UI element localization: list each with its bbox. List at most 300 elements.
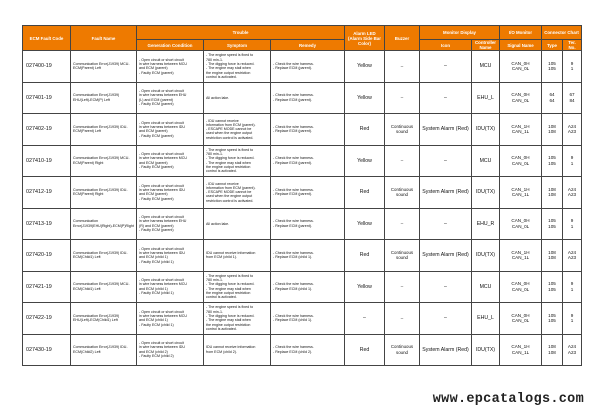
terminal-no-cell-line: 9 bbox=[570, 312, 574, 318]
terminal-no-cell-line: 1 bbox=[570, 66, 574, 72]
signal-name-cell bbox=[500, 145, 542, 177]
col-alarm-led: Alarm LED (Alarm Side Bar Color) bbox=[345, 26, 385, 51]
icon-cell: – bbox=[420, 51, 472, 83]
generation-condition-cell-line: in wire harness between MCU bbox=[139, 156, 187, 161]
remedy-cell bbox=[271, 82, 345, 114]
generation-condition-cell-line: - Open circuit or short circuit bbox=[139, 309, 184, 314]
connector-type-cell-line: 108 bbox=[548, 192, 556, 198]
generation-condition-cell bbox=[137, 208, 204, 240]
remedy-cell-line: - Replace ECM (child 1). bbox=[273, 286, 313, 291]
symptom-cell-line: 780 min-1. bbox=[206, 152, 223, 157]
generation-condition-cell-line: in wire harness between EHU bbox=[139, 93, 187, 98]
connector-type-cell-line: 105 bbox=[548, 155, 556, 161]
symptom-cell-line: used when the engine output bbox=[206, 131, 253, 136]
remedy-cell-line: - Check the wire harness. bbox=[273, 282, 314, 287]
symptom-cell-line: from ECM (child 2). bbox=[206, 349, 237, 354]
symptom-cell-line: - ESCAPE MODE cannot be bbox=[206, 127, 252, 132]
col-remedy: Remedy bbox=[271, 40, 345, 51]
generation-condition-cell-line: and ECM (child 1) bbox=[139, 286, 168, 291]
generation-condition-cell-line: (L) and ECM (parent) bbox=[139, 97, 173, 102]
connector-type-cell-line: 108 bbox=[548, 349, 556, 355]
connector-type-cell bbox=[542, 334, 563, 366]
signal-name-cell-line: CAN_1L bbox=[511, 255, 530, 261]
symptom-cell bbox=[204, 208, 271, 240]
buzzer-cell: – bbox=[385, 82, 420, 114]
table-row bbox=[23, 177, 582, 209]
connector-type-cell bbox=[542, 271, 563, 303]
generation-condition-cell-line: and ECM (child 1) bbox=[139, 318, 168, 323]
symptom-cell-line: the engine output restriction bbox=[206, 165, 251, 170]
connector-type-cell-line: 64 bbox=[549, 97, 555, 103]
icon-cell: – bbox=[420, 271, 472, 303]
signal-name-cell bbox=[500, 303, 542, 335]
remedy-cell-line: - Check the wire harness. bbox=[273, 250, 314, 255]
connector-type-cell bbox=[542, 51, 563, 83]
signal-name-cell bbox=[500, 240, 542, 272]
signal-name-cell-line: CAN_0L bbox=[511, 318, 530, 324]
generation-condition-cell-line: in wire harness between MCU bbox=[139, 313, 187, 318]
fault-code-cell: 027422-19 bbox=[23, 303, 71, 335]
signal-name-cell-line: CAN_0H bbox=[511, 281, 530, 287]
signal-name-cell-line: CAN_1H bbox=[511, 344, 530, 350]
generation-condition-cell-line: - Faulty ECM (child 1) bbox=[139, 291, 174, 296]
col-icon: Icon bbox=[420, 40, 472, 51]
remedy-cell-line: - Check the wire harness. bbox=[273, 124, 314, 129]
buzzer-cell: – bbox=[385, 51, 420, 83]
symptom-cell-line: the engine output restriction bbox=[206, 70, 251, 75]
fault-code-cell: 027410-19 bbox=[23, 145, 71, 177]
generation-condition-cell-line: and ECM (parent) bbox=[139, 192, 168, 197]
symptom-cell bbox=[204, 145, 271, 177]
symptom-cell-line: - IDU cannot receive bbox=[206, 181, 239, 186]
signal-name-cell bbox=[500, 51, 542, 83]
buzzer-cell: Continuous sound bbox=[385, 177, 420, 209]
terminal-no-cell-line: 84 bbox=[569, 97, 575, 103]
generation-condition-cell bbox=[137, 240, 204, 272]
remedy-cell-line: - Replace ECM (parent). bbox=[273, 97, 312, 102]
symptom-cell-line: from ECM (child 1). bbox=[206, 255, 237, 260]
signal-name-cell-line: CAN_0L bbox=[511, 160, 530, 166]
fault-code-cell: 027400-19 bbox=[23, 51, 71, 83]
remedy-cell bbox=[271, 240, 345, 272]
generation-condition-cell-line: - Open circuit or short circuit bbox=[139, 120, 184, 125]
icon-cell: – bbox=[420, 303, 472, 335]
symptom-cell-line: the engine output restriction bbox=[206, 322, 251, 327]
table-row bbox=[23, 303, 582, 335]
signal-name-cell-line: CAN_1H bbox=[511, 186, 530, 192]
remedy-cell-line: - Check the wire harness. bbox=[273, 345, 314, 350]
remedy-cell-line: - Replace ECM (parent). bbox=[273, 192, 312, 197]
connector-type-cell-line: 108 bbox=[548, 186, 556, 192]
terminal-no-cell bbox=[563, 51, 582, 83]
connector-type-cell-line: 64 bbox=[549, 92, 555, 98]
alarm-led-cell: Yellow bbox=[345, 82, 385, 114]
col-signal-name: Signal Name bbox=[500, 40, 542, 51]
remedy-cell bbox=[271, 177, 345, 209]
buzzer-cell: Continuous sound bbox=[385, 114, 420, 146]
symptom-cell-line: information from ECM (parent). bbox=[206, 185, 256, 190]
fault-name-cell: Communication Error(J1939) MCU-ECM(Parent) Right bbox=[71, 145, 137, 177]
terminal-no-cell-line: A24 bbox=[567, 249, 577, 255]
fault-name-cell: Communication Error(J1939) EHU(Left)-ECM(P) Left bbox=[71, 82, 137, 114]
connector-type-cell-line: 105 bbox=[548, 223, 556, 229]
remedy-cell bbox=[271, 303, 345, 335]
connector-type-cell bbox=[542, 114, 563, 146]
controller-name-cell: IDU(TX) bbox=[472, 240, 500, 272]
signal-name-cell-line: CAN_0H bbox=[511, 60, 530, 66]
connector-type-cell-line: 105 bbox=[548, 60, 556, 66]
fault-name-cell: Communication Error(J1939) IDU-ECM(Parent) Right bbox=[71, 177, 137, 209]
watermark-text: www.epcatalogs.com bbox=[432, 392, 584, 407]
fault-name-cell: Communication Error(J1939) IDU-ECM(Child2) Left bbox=[71, 334, 137, 366]
col-ecm-fault-code: ECM Fault Code bbox=[23, 26, 71, 51]
generation-condition-cell-line: in wire harness between IDU bbox=[139, 124, 185, 129]
alarm-led-cell: Red bbox=[345, 240, 385, 272]
terminal-no-cell bbox=[563, 271, 582, 303]
symptom-cell-line: control is activated. bbox=[206, 295, 237, 300]
fault-name-cell: Communication Error(J1939) MCU-ECM(Parent) Left bbox=[71, 51, 137, 83]
generation-condition-cell-line: - Open circuit or short circuit bbox=[139, 89, 184, 94]
buzzer-cell: – bbox=[385, 303, 420, 335]
fault-code-cell: 027402-19 bbox=[23, 114, 71, 146]
generation-condition-cell bbox=[137, 82, 204, 114]
symptom-cell bbox=[204, 114, 271, 146]
signal-name-cell-line: CAN_1L bbox=[511, 349, 530, 355]
signal-name-cell-line: CAN_0H bbox=[511, 155, 530, 161]
generation-condition-cell-line: (R) and ECM (parent) bbox=[139, 223, 174, 228]
table-row bbox=[23, 145, 582, 177]
remedy-cell bbox=[271, 334, 345, 366]
generation-condition-cell bbox=[137, 177, 204, 209]
icon-cell: System Alarm (Red) bbox=[420, 114, 472, 146]
terminal-no-cell-line: A23 bbox=[567, 192, 577, 198]
icon-cell: – bbox=[420, 82, 472, 114]
table-row bbox=[23, 240, 582, 272]
symptom-cell-line: restriction control is activated. bbox=[206, 198, 254, 203]
fault-code-cell: 027421-19 bbox=[23, 271, 71, 303]
connector-type-cell-line: 108 bbox=[548, 129, 556, 135]
table-row bbox=[23, 82, 582, 114]
symptom-cell bbox=[204, 334, 271, 366]
alarm-led-cell: Yellow bbox=[345, 271, 385, 303]
table-row bbox=[23, 334, 582, 366]
col-generation-condition: Generation Condition bbox=[137, 40, 204, 51]
col-controller-name: Controller Name bbox=[472, 40, 500, 51]
signal-name-cell-line: CAN_0L bbox=[511, 286, 530, 292]
remedy-cell bbox=[271, 145, 345, 177]
generation-condition-cell-line: - Faulty ECM (parent) bbox=[139, 165, 174, 170]
generation-condition-cell-line: - Faulty ECM (parent) bbox=[139, 133, 174, 138]
col-symptom: Symptom bbox=[204, 40, 271, 51]
generation-condition-cell-line: - Open circuit or short circuit bbox=[139, 215, 184, 220]
terminal-no-cell bbox=[563, 145, 582, 177]
signal-name-cell-line: CAN_1L bbox=[511, 129, 530, 135]
symptom-cell-line: - The engine speed is fixed to bbox=[206, 273, 254, 278]
generation-condition-cell-line: in wire harness between IDU bbox=[139, 250, 185, 255]
generation-condition-cell-line: - Faulty ECM (child 1) bbox=[139, 322, 174, 327]
fault-name-cell: Communication Error(J1939) MCU-ECM(Child1) Left bbox=[71, 271, 137, 303]
terminal-no-cell bbox=[563, 334, 582, 366]
table-row bbox=[23, 114, 582, 146]
signal-name-cell-line: CAN_0H bbox=[511, 92, 530, 98]
table-row bbox=[23, 51, 582, 83]
fault-code-cell: 027401-19 bbox=[23, 82, 71, 114]
connector-type-cell-line: 108 bbox=[548, 249, 556, 255]
connector-type-cell bbox=[542, 240, 563, 272]
terminal-no-cell-line: 9 bbox=[570, 60, 574, 66]
symptom-cell-line: - IDU cannot receive bbox=[206, 118, 239, 123]
symptom-cell-line: 780 min-1. bbox=[206, 57, 223, 62]
terminal-no-cell bbox=[563, 208, 582, 240]
terminal-no-cell-line: A23 bbox=[567, 349, 577, 355]
symptom-cell-line: 780 min-1. bbox=[206, 309, 223, 314]
generation-condition-cell-line: and ECM (parent) bbox=[139, 160, 168, 165]
icon-cell: – bbox=[420, 208, 472, 240]
controller-name-cell: IDU(TX) bbox=[472, 177, 500, 209]
connector-type-cell-line: 105 bbox=[548, 318, 556, 324]
terminal-no-cell bbox=[563, 82, 582, 114]
remedy-cell-line: - Check the wire harness. bbox=[273, 219, 314, 224]
symptom-cell bbox=[204, 271, 271, 303]
table-row bbox=[23, 208, 582, 240]
terminal-no-cell bbox=[563, 114, 582, 146]
fault-code-sheet bbox=[22, 25, 581, 366]
connector-type-cell-line: 105 bbox=[548, 312, 556, 318]
symptom-cell-line: - The engine speed is fixed to bbox=[206, 53, 254, 58]
terminal-no-cell-line: 9 bbox=[570, 218, 574, 224]
remedy-cell-line: - Check the wire harness. bbox=[273, 313, 314, 318]
terminal-no-cell-line: 1 bbox=[570, 318, 574, 324]
remedy-cell-line: - Replace ECM (child 2). bbox=[273, 349, 313, 354]
signal-name-cell-line: CAN_0L bbox=[511, 66, 530, 72]
signal-name-cell-line: CAN_0L bbox=[511, 223, 530, 229]
symptom-cell-line: used when the engine output bbox=[206, 194, 253, 199]
remedy-cell-line: - Replace ECM (child 1). bbox=[273, 318, 313, 323]
generation-condition-cell-line: - Faulty ECM (parent) bbox=[139, 102, 174, 107]
table-row bbox=[23, 271, 582, 303]
remedy-cell-line: - Check the wire harness. bbox=[273, 93, 314, 98]
connector-type-cell bbox=[542, 82, 563, 114]
generation-condition-cell-line: - Faulty ECM (parent) bbox=[139, 196, 174, 201]
alarm-led-cell: Yellow bbox=[345, 51, 385, 83]
generation-condition-cell-line: - Open circuit or short circuit bbox=[139, 57, 184, 62]
generation-condition-cell-line: - Faulty ECM (parent) bbox=[139, 228, 174, 233]
signal-name-cell-line: CAN_0H bbox=[511, 218, 530, 224]
generation-condition-cell bbox=[137, 51, 204, 83]
terminal-no-cell-line: A24 bbox=[567, 344, 577, 350]
connector-type-cell-line: 108 bbox=[548, 255, 556, 261]
table-header bbox=[23, 26, 582, 51]
connector-type-cell bbox=[542, 208, 563, 240]
terminal-no-cell-line: A24 bbox=[567, 123, 577, 129]
generation-condition-cell-line: and ECM (parent) bbox=[139, 129, 168, 134]
symptom-cell-line: - The digging force is reduced. bbox=[206, 61, 255, 66]
connector-type-cell-line: 105 bbox=[548, 218, 556, 224]
buzzer-cell: – bbox=[385, 271, 420, 303]
connector-type-cell bbox=[542, 177, 563, 209]
symptom-cell-line: control is activated. bbox=[206, 326, 237, 331]
symptom-cell-line: - The digging force is reduced. bbox=[206, 313, 255, 318]
buzzer-cell: Continuous sound bbox=[385, 240, 420, 272]
controller-name-cell: EHU_R bbox=[472, 208, 500, 240]
connector-type-cell-line: 108 bbox=[548, 344, 556, 350]
buzzer-cell: Continuous sound bbox=[385, 334, 420, 366]
terminal-no-cell-line: 1 bbox=[570, 223, 574, 229]
terminal-no-cell-line: 9 bbox=[570, 281, 574, 287]
controller-name-cell: EHU_L bbox=[472, 82, 500, 114]
generation-condition-cell-line: - Open circuit or short circuit bbox=[139, 183, 184, 188]
signal-name-cell bbox=[500, 271, 542, 303]
generation-condition-cell-line: - Faulty ECM (child 1) bbox=[139, 259, 174, 264]
signal-name-cell bbox=[500, 177, 542, 209]
generation-condition-cell bbox=[137, 145, 204, 177]
terminal-no-cell-line: A23 bbox=[567, 255, 577, 261]
generation-condition-cell-line: in wire harness between MCU bbox=[139, 282, 187, 287]
generation-condition-cell-line: and ECM (parent) bbox=[139, 66, 168, 71]
controller-name-cell: IDU(TX) bbox=[472, 334, 500, 366]
alarm-led-cell: Red bbox=[345, 177, 385, 209]
remedy-cell bbox=[271, 51, 345, 83]
alarm-led-cell: Red bbox=[345, 114, 385, 146]
symptom-cell-line: - The digging force is reduced. bbox=[206, 156, 255, 161]
generation-condition-cell bbox=[137, 271, 204, 303]
symptom-cell bbox=[204, 82, 271, 114]
alarm-led-cell: Red bbox=[345, 334, 385, 366]
col-type: Type bbox=[542, 40, 563, 51]
table-body bbox=[23, 51, 582, 366]
symptom-cell-line: the engine output restriction bbox=[206, 291, 251, 296]
remedy-cell bbox=[271, 114, 345, 146]
generation-condition-cell-line: - Open circuit or short circuit bbox=[139, 246, 184, 251]
generation-condition-cell-line: - Open circuit or short circuit bbox=[139, 152, 184, 157]
symptom-cell-line: control is activated. bbox=[206, 169, 237, 174]
connector-type-cell bbox=[542, 303, 563, 335]
terminal-no-cell bbox=[563, 240, 582, 272]
fault-name-cell: Communication Error(J1939) IDU-ECM(Parent) Left bbox=[71, 114, 137, 146]
symptom-cell bbox=[204, 303, 271, 335]
alarm-led-cell: – bbox=[345, 303, 385, 335]
signal-name-cell-line: CAN_1L bbox=[511, 192, 530, 198]
col-fault-name: Fault Name bbox=[71, 26, 137, 51]
fault-name-cell: Communication Error(J1939) EHU(Left)-ECM(Child1) Left bbox=[71, 303, 137, 335]
symptom-cell-line: - The engine speed is fixed to bbox=[206, 305, 254, 310]
generation-condition-cell-line: in wire harness between MCU bbox=[139, 61, 187, 66]
terminal-no-cell-line: A23 bbox=[567, 129, 577, 135]
remedy-cell bbox=[271, 271, 345, 303]
signal-name-cell bbox=[500, 334, 542, 366]
controller-name-cell: MCU bbox=[472, 145, 500, 177]
symptom-cell-line: - The engine may stall when bbox=[206, 318, 251, 323]
icon-cell: System Alarm (Red) bbox=[420, 240, 472, 272]
symptom-cell-line: All action lake. bbox=[206, 221, 230, 226]
generation-condition-cell-line: - Open circuit or short circuit bbox=[139, 341, 184, 346]
generation-condition-cell bbox=[137, 303, 204, 335]
buzzer-cell: – bbox=[385, 208, 420, 240]
symptom-cell-line: - ESCAPE MODE cannot be bbox=[206, 190, 252, 195]
terminal-no-cell-line: 9 bbox=[570, 155, 574, 161]
terminal-no-cell-line: 1 bbox=[570, 286, 574, 292]
symptom-cell-line: restriction control is activated. bbox=[206, 135, 254, 140]
col-buzzer: Buzzer bbox=[385, 26, 420, 51]
controller-name-cell: IDU(TX) bbox=[472, 114, 500, 146]
fault-name-cell: Communication Error(J1939)EHU(Right)-ECM(P)Right bbox=[71, 208, 137, 240]
remedy-cell bbox=[271, 208, 345, 240]
connector-type-cell bbox=[542, 145, 563, 177]
symptom-cell bbox=[204, 177, 271, 209]
symptom-cell-line: All action lake. bbox=[206, 95, 230, 100]
generation-condition-cell bbox=[137, 334, 204, 366]
symptom-cell-line: - The digging force is reduced. bbox=[206, 282, 255, 287]
generation-condition-cell bbox=[137, 114, 204, 146]
connector-type-cell-line: 105 bbox=[548, 66, 556, 72]
signal-name-cell-line: CAN_0L bbox=[511, 97, 530, 103]
terminal-no-cell bbox=[563, 177, 582, 209]
symptom-cell-line: - The engine speed is fixed to bbox=[206, 147, 254, 152]
symptom-cell-line: IDU cannot receive information bbox=[206, 250, 256, 255]
icon-cell: System Alarm (Red) bbox=[420, 177, 472, 209]
symptom-cell-line: information from ECM (parent). bbox=[206, 122, 256, 127]
generation-condition-cell-line: - Faulty ECM (child 2) bbox=[139, 354, 174, 359]
signal-name-cell bbox=[500, 82, 542, 114]
buzzer-cell: – bbox=[385, 145, 420, 177]
generation-condition-cell-line: in wire harness between EHU bbox=[139, 219, 187, 224]
connector-type-cell-line: 105 bbox=[548, 160, 556, 166]
remedy-cell-line: - Replace ECM (parent). bbox=[273, 160, 312, 165]
fault-code-cell: 027430-19 bbox=[23, 334, 71, 366]
generation-condition-cell-line: and ECM (child 2) bbox=[139, 349, 168, 354]
remedy-cell-line: - Replace ECM (parent). bbox=[273, 129, 312, 134]
symptom-cell-line: 780 min-1. bbox=[206, 278, 223, 283]
signal-name-cell-line: CAN_0H bbox=[511, 312, 530, 318]
alarm-led-cell: Yellow bbox=[345, 208, 385, 240]
col-connector-chart: Connector Chart bbox=[542, 26, 582, 40]
remedy-cell-line: - Replace ECM (parent). bbox=[273, 66, 312, 71]
col-io-monitor: I/O Monitor bbox=[500, 26, 542, 40]
generation-condition-cell-line: in wire harness between IDU bbox=[139, 345, 185, 350]
icon-cell: – bbox=[420, 145, 472, 177]
generation-condition-cell-line: - Faulty ECM (parent) bbox=[139, 70, 174, 75]
connector-type-cell-line: 105 bbox=[548, 281, 556, 287]
signal-name-cell bbox=[500, 114, 542, 146]
controller-name-cell: MCU bbox=[472, 51, 500, 83]
fault-code-cell: 027412-19 bbox=[23, 177, 71, 209]
symptom-cell-line: - The engine may stall when bbox=[206, 66, 251, 71]
connector-type-cell-line: 105 bbox=[548, 286, 556, 292]
generation-condition-cell-line: - Open circuit or short circuit bbox=[139, 278, 184, 283]
fault-name-cell: Communication Error(J1939) IDU-ECM(Child1) Left bbox=[71, 240, 137, 272]
signal-name-cell-line: CAN_1H bbox=[511, 249, 530, 255]
generation-condition-cell-line: and ECM (child 1) bbox=[139, 255, 168, 260]
symptom-cell-line: IDU cannot receive information bbox=[206, 345, 256, 350]
symptom-cell-line: - The engine may stall when bbox=[206, 160, 251, 165]
remedy-cell-line: - Replace ECM (parent). bbox=[273, 223, 312, 228]
fault-code-cell: 027413-19 bbox=[23, 208, 71, 240]
terminal-no-cell bbox=[563, 303, 582, 335]
symptom-cell-line: control is activated. bbox=[206, 74, 237, 79]
controller-name-cell: EHU_L bbox=[472, 303, 500, 335]
col-trouble: Trouble bbox=[137, 26, 345, 40]
connector-type-cell-line: 108 bbox=[548, 123, 556, 129]
terminal-no-cell-line: 67 bbox=[569, 92, 575, 98]
signal-name-cell-line: CAN_1H bbox=[511, 123, 530, 129]
controller-name-cell: MCU bbox=[472, 271, 500, 303]
col-monitor-display: Monitor Display bbox=[420, 26, 500, 40]
terminal-no-cell-line: A24 bbox=[567, 186, 577, 192]
col-ter-no: Ter. No. bbox=[563, 40, 582, 51]
symptom-cell bbox=[204, 240, 271, 272]
fault-code-table bbox=[22, 25, 582, 366]
remedy-cell-line: - Check the wire harness. bbox=[273, 156, 314, 161]
